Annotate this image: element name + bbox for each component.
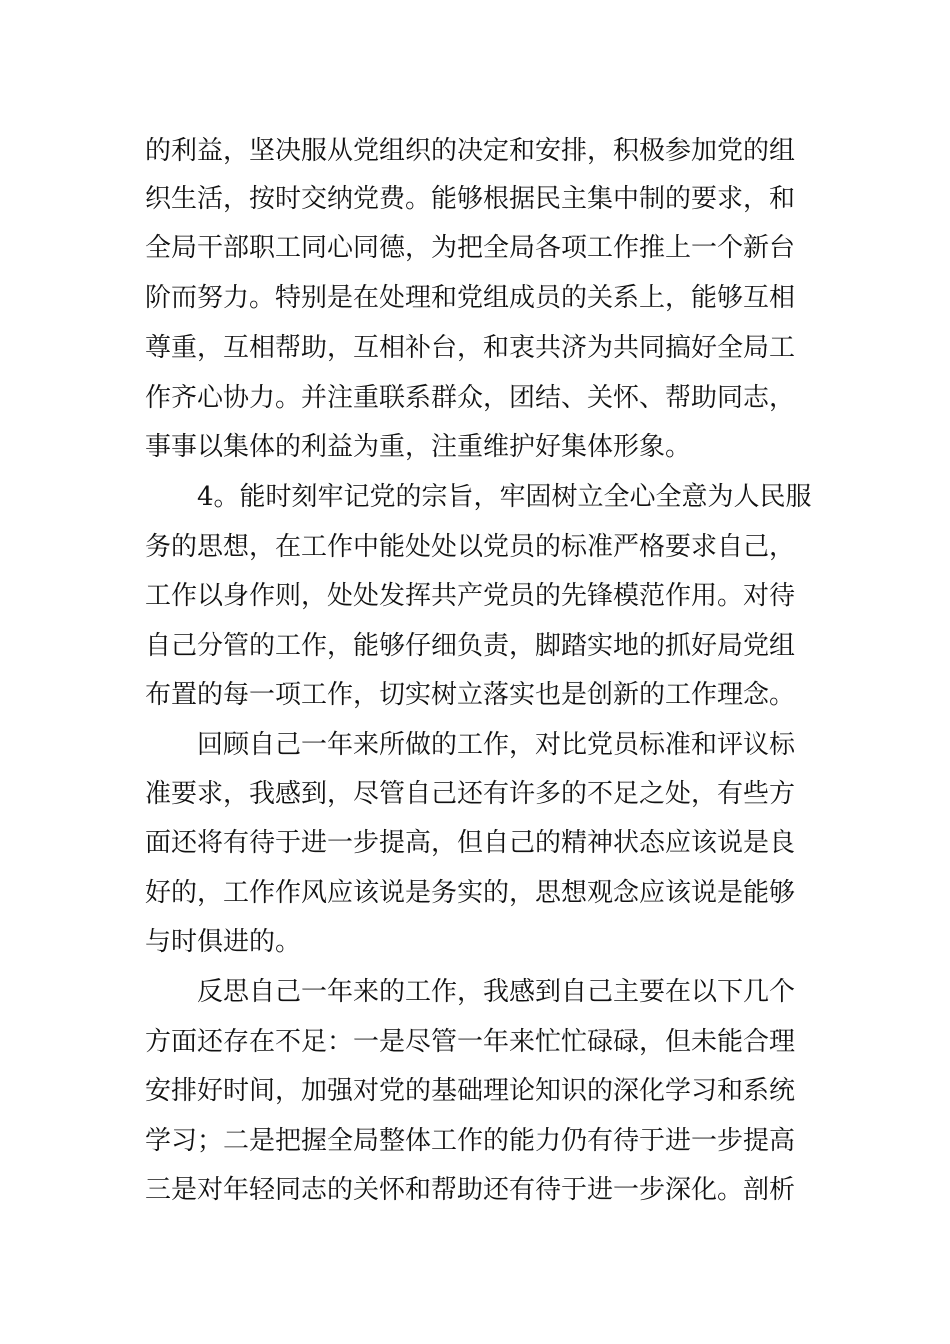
text-line: 回顾自己一年来所做的工作，对比党员标准和评议标 <box>197 730 796 760</box>
text-line: 布置的每一项工作，切实树立落实也是创新的工作理念。 <box>145 680 796 710</box>
text-line: 工作以身作则，处处发挥共产党员的先锋模范作用。对待 <box>145 581 796 611</box>
text-line: 事事以集体的利益为重，注重维护好集体形象。 <box>145 432 692 462</box>
text-line: 织生活，按时交纳党费。能够根据民主集中制的要求，和 <box>145 184 796 214</box>
text-line: 面还将有待于进一步提高，但自己的精神状态应该说是良 <box>145 828 796 858</box>
text-line: 的利益，坚决服从党组织的决定和安排，积极参加党的组 <box>145 136 796 166</box>
text-line: 与时俱进的。 <box>145 927 302 957</box>
text-line: 好的，工作作风应该说是务实的，思想观念应该说是能够 <box>145 878 796 908</box>
text-line: 准要求，我感到，尽管自己还有许多的不足之处，有些方 <box>145 779 796 809</box>
text-line: 全局干部职工同心同德，为把全局各项工作推上一个新台 <box>145 233 796 263</box>
text-line: 尊重，互相帮助，互相补台，和衷共济为共同搞好全局工 <box>145 333 796 363</box>
text-line: 作齐心协力。并注重联系群众，团结、关怀、帮助同志， <box>145 383 796 413</box>
text-line: 方面还存在不足：一是尽管一年来忙忙碌碌，但未能合理 <box>145 1027 796 1057</box>
text-line: 三是对年轻同志的关怀和帮助还有待于进一步深化。剖析 <box>145 1175 796 1205</box>
text-line: 安排好时间，加强对党的基础理论知识的深化学习和系统 <box>145 1076 796 1106</box>
text-line: 4。能时刻牢记党的宗旨，牢固树立全心全意为人民服 <box>197 482 812 512</box>
text-line: 务的思想，在工作中能处处以党员的标准严格要求自己， <box>145 532 796 562</box>
text-line: 反思自己一年来的工作，我感到自己主要在以下几个 <box>197 977 796 1007</box>
text-line: 自己分管的工作，能够仔细负责，脚踏实地的抓好局党组 <box>145 631 796 661</box>
text-line: 学习；二是把握全局整体工作的能力仍有待于进一步提高 <box>145 1126 796 1156</box>
text-line: 阶而努力。特别是在处理和党组成员的关系上，能够互相 <box>145 283 796 313</box>
